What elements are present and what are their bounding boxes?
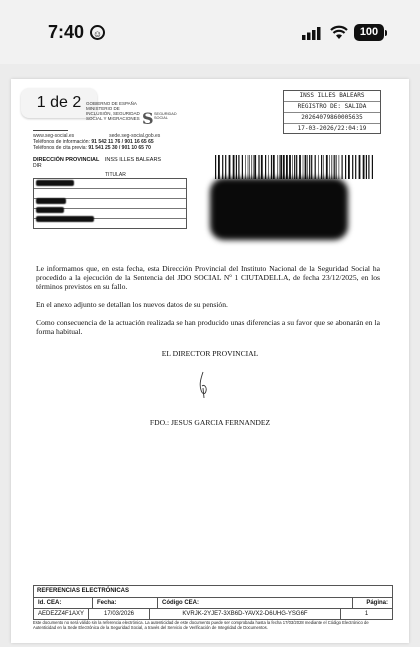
header-id-cea: Id. CEA: xyxy=(34,598,93,608)
barcode-bar xyxy=(273,155,275,179)
barcode xyxy=(215,155,377,179)
logo1-line1: GOBIERNO DE ESPAÑA xyxy=(86,101,137,106)
cellular-signal-icon xyxy=(302,27,322,40)
focus-mode-icon: ☺ xyxy=(90,25,105,40)
barcode-bar xyxy=(321,155,322,179)
logo2-text: SEGURIDAD SOCIAL xyxy=(154,112,177,120)
redaction xyxy=(36,198,66,204)
barcode-bar xyxy=(261,155,263,179)
barcode-bar xyxy=(253,155,254,179)
barcode-bar xyxy=(222,155,223,179)
barcode-bar xyxy=(271,155,272,179)
barcode-bar xyxy=(355,155,356,179)
barcode-bar xyxy=(363,155,365,179)
barcode-bar xyxy=(249,155,250,179)
barcode-bar xyxy=(315,155,316,179)
verification-footnote: Este documento no será válido sin la referencia electrónica. La autenticidad de este documento puede ser comprobada hasta la fecha 17/03/2028 mediante el Código Electrónico de Autenticidad en la Sede Electrónica de la Seguridad Social, a través del Servicio de Verificación de Integridad de Documentos. xyxy=(33,620,369,630)
barcode-bar xyxy=(265,155,266,179)
barcode-bar xyxy=(296,155,297,179)
barcode-bar xyxy=(345,155,346,179)
page-indicator: 1 de 2 xyxy=(21,88,97,118)
references-value-row xyxy=(34,608,392,619)
battery-tip xyxy=(385,30,387,36)
dp-name: INSS ILLES BALEARS xyxy=(104,157,162,163)
barcode-bar xyxy=(289,155,291,179)
header-codigo-cea: Código CEA: xyxy=(158,598,353,608)
wifi-icon xyxy=(330,25,348,40)
references-header-row xyxy=(34,598,392,608)
barcode-bar xyxy=(334,155,335,179)
barcode-bar xyxy=(342,155,343,179)
dp-sub: DIR xyxy=(33,163,42,169)
barcode-bar xyxy=(339,155,340,179)
provincial-direction xyxy=(33,157,161,163)
registration-stamp xyxy=(283,90,381,134)
paragraph-1: Le informamos que, en esta fecha, esta Dirección Provincial del Instituto Nacional de la Seguridad Social ha procedido a la ejecución de la Sentencia del JDO SOCIAL Nº 1 CIUTADELLA, de fecha 23/12/2025, en los términos previstos en su fallo. xyxy=(36,264,380,291)
barcode-bar xyxy=(225,155,226,179)
barcode-bar xyxy=(286,155,288,179)
battery-icon: 100 xyxy=(354,24,384,41)
contact-info xyxy=(33,133,160,151)
barcode-bar xyxy=(233,155,235,179)
barcode-bar xyxy=(279,155,280,179)
status-bar xyxy=(0,0,420,64)
barcode-bar xyxy=(318,155,319,179)
titular-label: TITULAR xyxy=(105,172,126,178)
logo1-line2: MINISTERIO DE INCLUSIÓN, SEGURIDAD SOCIAL Y MIGRACIONES xyxy=(86,106,140,121)
phone-info: 91 542 11 76 / 901 16 65 65 xyxy=(91,139,154,145)
barcode-bar xyxy=(331,155,332,179)
barcode-bar xyxy=(359,155,361,179)
barcode-bar xyxy=(236,155,237,179)
barcode-bar xyxy=(292,155,293,179)
barcode-bar xyxy=(366,155,367,179)
barcode-bar xyxy=(326,155,328,179)
barcode-bar xyxy=(329,155,330,179)
web-link-2[interactable]: sede.seg-social.gob.es xyxy=(109,133,161,139)
redaction-blob xyxy=(210,178,348,240)
signatory: FDO.: JESUS GARCIA FERNANDEZ xyxy=(149,418,271,427)
ministry-logo xyxy=(86,101,142,119)
value-id-cea: AEDEZZ4F1AXY xyxy=(34,609,89,619)
value-fecha: 17/03/2026 xyxy=(89,609,150,619)
redaction xyxy=(36,180,74,186)
barcode-bar xyxy=(348,155,350,179)
references-title: REFERENCIAS ELECTRÓNICAS xyxy=(34,586,392,598)
clock: 7:40 xyxy=(48,22,85,42)
header-pagina: Página: xyxy=(366,600,388,606)
reg-number: 20264079860005635 xyxy=(284,113,380,124)
value-codigo-cea: KVRJK-2YJE7-3XB6D-YAVX2-D6UHG-YSG6F xyxy=(150,609,341,619)
barcode-bar xyxy=(294,155,295,179)
barcode-bar xyxy=(238,155,239,179)
reg-office: INSS ILLES BALEARS xyxy=(284,91,380,102)
web-link-1[interactable]: www.seg-social.es xyxy=(33,133,75,139)
s-logo-icon: S xyxy=(142,109,154,128)
redaction xyxy=(36,207,64,213)
barcode-bar xyxy=(258,155,259,179)
redaction xyxy=(36,216,94,222)
barcode-bar xyxy=(251,155,252,179)
phone-appt-label: Teléfonos de cita previa: xyxy=(33,145,87,151)
barcode-bar xyxy=(368,155,369,179)
barcode-bar xyxy=(283,155,285,179)
dp-label: DIRECCIÓN PROVINCIAL xyxy=(33,157,100,163)
seguridad-social-logo xyxy=(142,97,182,127)
barcode-bar xyxy=(299,155,301,179)
barcode-bar xyxy=(215,155,216,179)
barcode-bar xyxy=(242,155,243,179)
barcode-bar xyxy=(307,155,308,179)
paragraph-2: En el anexo adjunto se detallan los nuevos datos de su pensión. xyxy=(36,300,228,309)
barcode-bar xyxy=(245,155,246,179)
barcode-bar xyxy=(372,155,373,179)
barcode-bar xyxy=(268,155,269,179)
value-pagina: 1 xyxy=(364,611,369,617)
director-title: EL DIRECTOR PROVINCIAL xyxy=(161,349,259,358)
barcode-bar xyxy=(336,155,337,179)
reg-type: REGISTRO DE: SALIDA xyxy=(284,102,380,113)
phone-appt: 91 541 25 30 / 901 10 65 70 xyxy=(88,145,151,151)
phone-info-label: Teléfonos de información: xyxy=(33,139,90,145)
header-divider xyxy=(33,130,68,131)
barcode-bar xyxy=(218,155,220,179)
barcode-bar xyxy=(333,155,334,179)
barcode-bar xyxy=(311,155,312,179)
barcode-bar xyxy=(229,155,231,179)
barcode-bar xyxy=(277,155,278,179)
electronic-references-table xyxy=(33,585,393,620)
barcode-bar xyxy=(280,155,282,179)
barcode-bar xyxy=(352,155,353,179)
handwritten-signature xyxy=(194,370,212,400)
barcode-bar xyxy=(305,155,307,179)
barcode-bar xyxy=(254,155,256,179)
barcode-bar xyxy=(323,155,324,179)
header-fecha: Fecha: xyxy=(93,598,158,608)
barcode-bar xyxy=(303,155,304,179)
barcode-bar xyxy=(309,155,310,179)
paragraph-3: Como consecuencia de la actuación realizada se han producido unas diferencias a su favor que se abonarán en la forma habitual. xyxy=(36,318,380,336)
barcode-bar xyxy=(248,155,249,179)
reg-datetime: 17-03-2026/22:04:19 xyxy=(297,125,367,132)
